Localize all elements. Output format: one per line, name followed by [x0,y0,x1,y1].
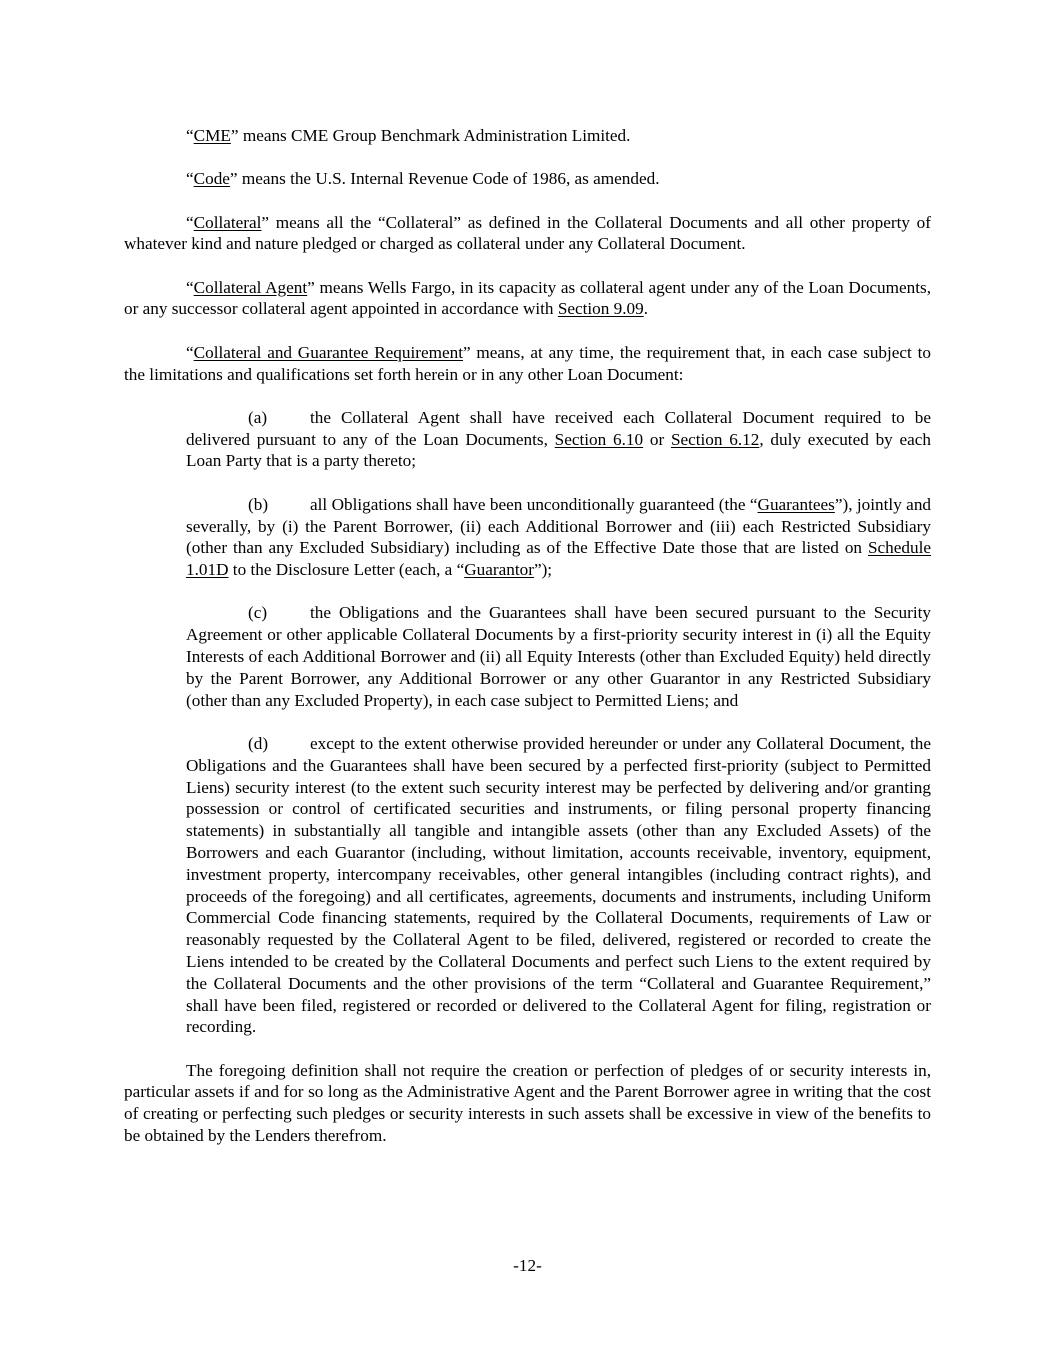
clause-b [186,494,931,581]
clause-d [186,733,931,1038]
definition-text: means all the “Collateral” as defined in the Collateral Documents and all other property of whatever kind and nature pledged or charged as collateral under any Collateral Document. [124,212,931,254]
clause-label: (a) [248,407,268,427]
defined-term: Guarantor [464,560,534,580]
defined-term: Collateral and Guarantee Requirement [193,342,463,362]
clause-text: to the Disclosure Letter (each, a “ [228,560,465,580]
definition-text: means the U.S. Internal Revenue Code of 1986, as amended. [237,169,660,189]
definition-text: means, at any time, the requirement that, in each case subject to the limitations and qualifications set forth herein or in any other Loan Document: [124,342,931,384]
clause-text: the Collateral Agent shall have received each Collateral Document required to be delivered pursuant to any of the Loan Documents, [186,407,931,449]
defined-term: Guarantees [757,494,835,514]
clause-label: (c) [248,603,268,623]
clause-text: , duly executed by each Loan Party that is a party thereto; [186,429,932,471]
section-reference: Section 6.10 [554,429,644,449]
definition-text-end: . [643,299,649,319]
clause-text: ”); [533,560,553,580]
clause-text: except to the extent otherwise provided hereunder or under any Collateral Document, the Obligations and the Guarantees shall have been secured by a perfected first-priority (subject to Permitted Liens) security interest (to the extent such security interest may be perfected by delivering and/or granting possession or control of certificated securities and instruments, or filing personal property financing statements) in substantially all tangible and intangible assets (other than any Excluded Assets) of the Borrowers and each Guarantor (including, without limitation, accounts receivable, inventory, equipment, investment property, intercompany receivables, other general intangibles (including contract rights), and proceeds of the foregoing) and all certificates, agreements, documents and instruments, including Uniform Commercial Code financing statements, required by the Collateral Documents, requirements of Law or reasonably requested by the Collateral Agent to be filed, delivered, registered or recorded to create the Liens intended to be created by the Collateral Documents and perfect such Liens to the extent required by the Collateral Documents and the other provisions of the term “Collateral and Guarantee Requirement,” shall have been filed, registered or recorded or delivered to the Collateral Agent for filing, registration or recording. [186,733,931,1037]
definition-text: means CME Group Benchmark Administration Limited. [238,126,631,145]
definition-collateral-agent: “Collateral Agent” means Wells Fargo, in its capacity as collateral agent under any of the Loan Documents, or any successor collateral agent appointed in accordance with Section 9.09. [124,277,931,319]
definition-text: means Wells Fargo, in its capacity as collateral agent under any of the Loan Documents, or any successor collateral agent appointed in accordance with [124,277,931,319]
page-number: -12- [513,1256,542,1275]
clause-text: the Obligations and the Guarantees shall have been secured pursuant to the Security Agreement or other applicable Collateral Documents by a first-priority security interest in (i) all the Equity Interests of each Additional Borrower and (ii) all Equity Interests (other than Excluded Equity) held directly by the Parent Borrower, any Additional Borrower or any other Guarantor in any Restricted Subsidiary (other than any Excluded Property), in each case subject to Permitted Liens; and [186,603,931,710]
definition-cme: “CME” means CME Group Benchmark Administration Limited. [186,126,631,145]
closing-paragraph: The foregoing definition shall not require the creation or perfection of pledges of or security interests in, particular assets if and for so long as the Administrative Agent and the Parent Borrower agree in writing that the cost of creating or perfecting such pledges or security interests in such assets shall be excessive in view of the benefits to be obtained by the Lenders therefrom. [124,1060,931,1145]
clause-text: all Obligations shall have been unconditionally guaranteed (the “ [310,494,758,514]
defined-term: Code [193,169,230,189]
clause-label: (d) [248,733,269,753]
schedule-reference: Schedule 1.01D [186,538,931,580]
section-reference: Section 6.12 [670,429,760,449]
defined-term: CME [193,126,231,145]
definition-collateral-and-guarantee-requirement: “Collateral and Guarantee Requirement” means, at any time, the requirement that, in each case subject to the limitations and qualifications set forth herein or in any other Loan Document: [124,342,931,384]
clause-label: (b) [248,494,269,514]
definition-collateral: “Collateral” means all the “Collateral” as defined in the Collateral Documents and all other property of whatever kind and nature pledged or charged as collateral under any Collateral Document. [124,212,931,254]
defined-term: Collateral Agent [193,277,308,297]
definition-code: “Code” means the U.S. Internal Revenue Code of 1986, as amended. [186,169,660,189]
clause-text: ”), jointly and severally, by (i) the Parent Borrower, (ii) each Additional Borrower and (iii) each Restricted Subsidiary (other than any Excluded Subsidiary) including as of the Effective Date those that are listed on [186,494,932,558]
defined-term: Collateral [193,212,262,232]
clause-c [186,602,931,711]
clause-text: or [643,429,671,449]
section-reference: Section 9.09 [557,299,644,319]
document-body [124,125,931,1168]
clause-a [186,407,931,472]
